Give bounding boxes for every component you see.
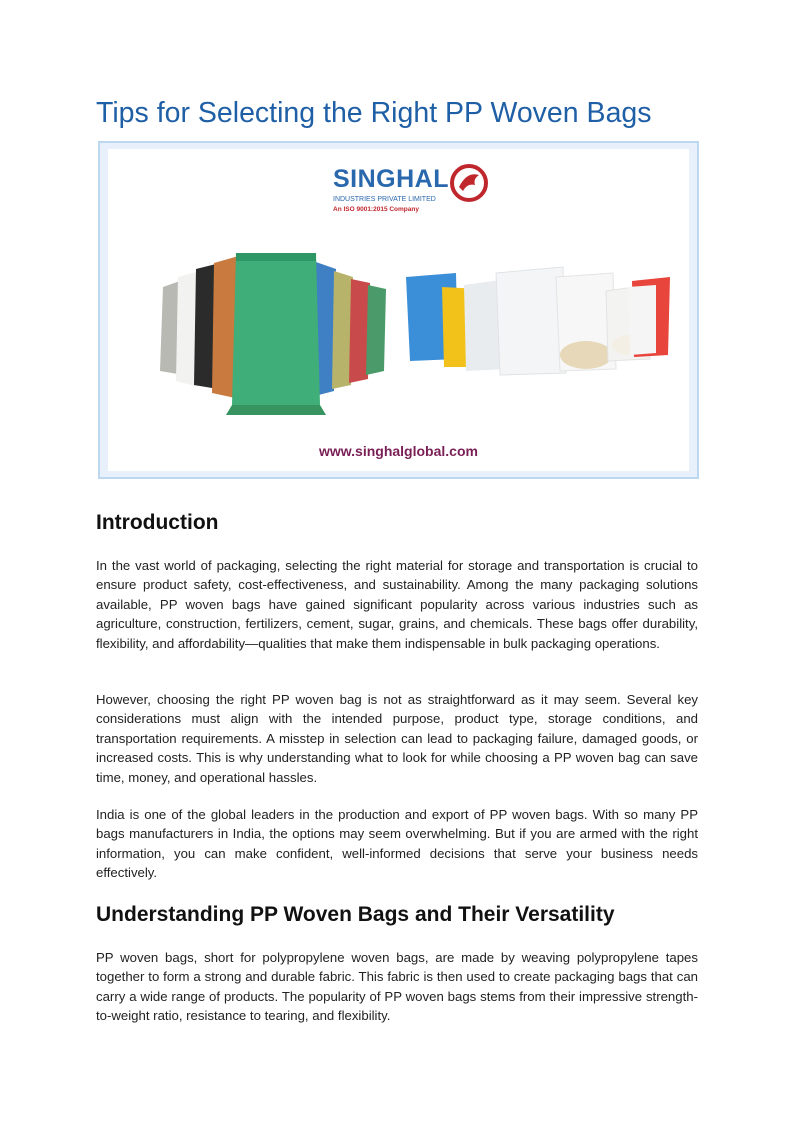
paragraph: However, choosing the right PP woven bag is not as straightforward as it may seem. Several key considerations must align with the intended purpose, product type, storage conditions, and transportation requirements. A misstep in selection can lead to packaging failure, damaged goods, or increased costs. This is why understanding what to look for while choosing a PP woven bag can save time, money, and operational hassles. — [96, 692, 698, 785]
pegasus-logo-icon — [449, 163, 489, 203]
logo-iso: An ISO 9001:2015 Company — [333, 206, 419, 213]
section-heading-understanding: Understanding PP Woven Bags and Their Versatility — [96, 903, 615, 926]
logo-subtitle: INDUSTRIES PRIVATE LIMITED — [333, 196, 436, 203]
paragraph: India is one of the global leaders in the production and export of PP woven bags. With so many PP bags manufacturers in India, the options may seem overwhelming. But if you are armed with the right information, you can make confident, well-informed decisions that serve your business needs effectively. — [96, 807, 698, 881]
paragraph: In the vast world of packaging, selecting the right material for storage and transportation is crucial to ensure product safety, cost-effectiveness, and sustainability. Among the many packaging solutions available, PP woven bags have gained significant popularity across various industries such as agriculture, construction, fertilizers, cement, sugar, grains, and chemicals. These bags offer durability, flexibility, and affordability—qualities that make them indispensable in bulk packaging operations. — [96, 558, 698, 651]
singhal-logo — [323, 159, 493, 217]
document-title: Tips for Selecting the Right PP Woven Bags — [96, 97, 652, 129]
logo-name: SINGHAL — [333, 165, 449, 193]
paragraph: PP woven bags, short for polypropylene woven bags, are made by weaving polypropylene tapes together to form a strong and durable fabric. This fabric is then used to create packaging bags that can carry a wide range of products. The popularity of PP woven bags stems from their impressive strength-to-weight ratio, resistance to tearing, and flexibility. — [96, 950, 698, 1024]
section-heading-introduction: Introduction — [96, 511, 219, 534]
hero-image — [98, 141, 699, 479]
hero-image-canvas — [108, 149, 689, 471]
website-url: www.singhalglobal.com — [319, 443, 478, 459]
